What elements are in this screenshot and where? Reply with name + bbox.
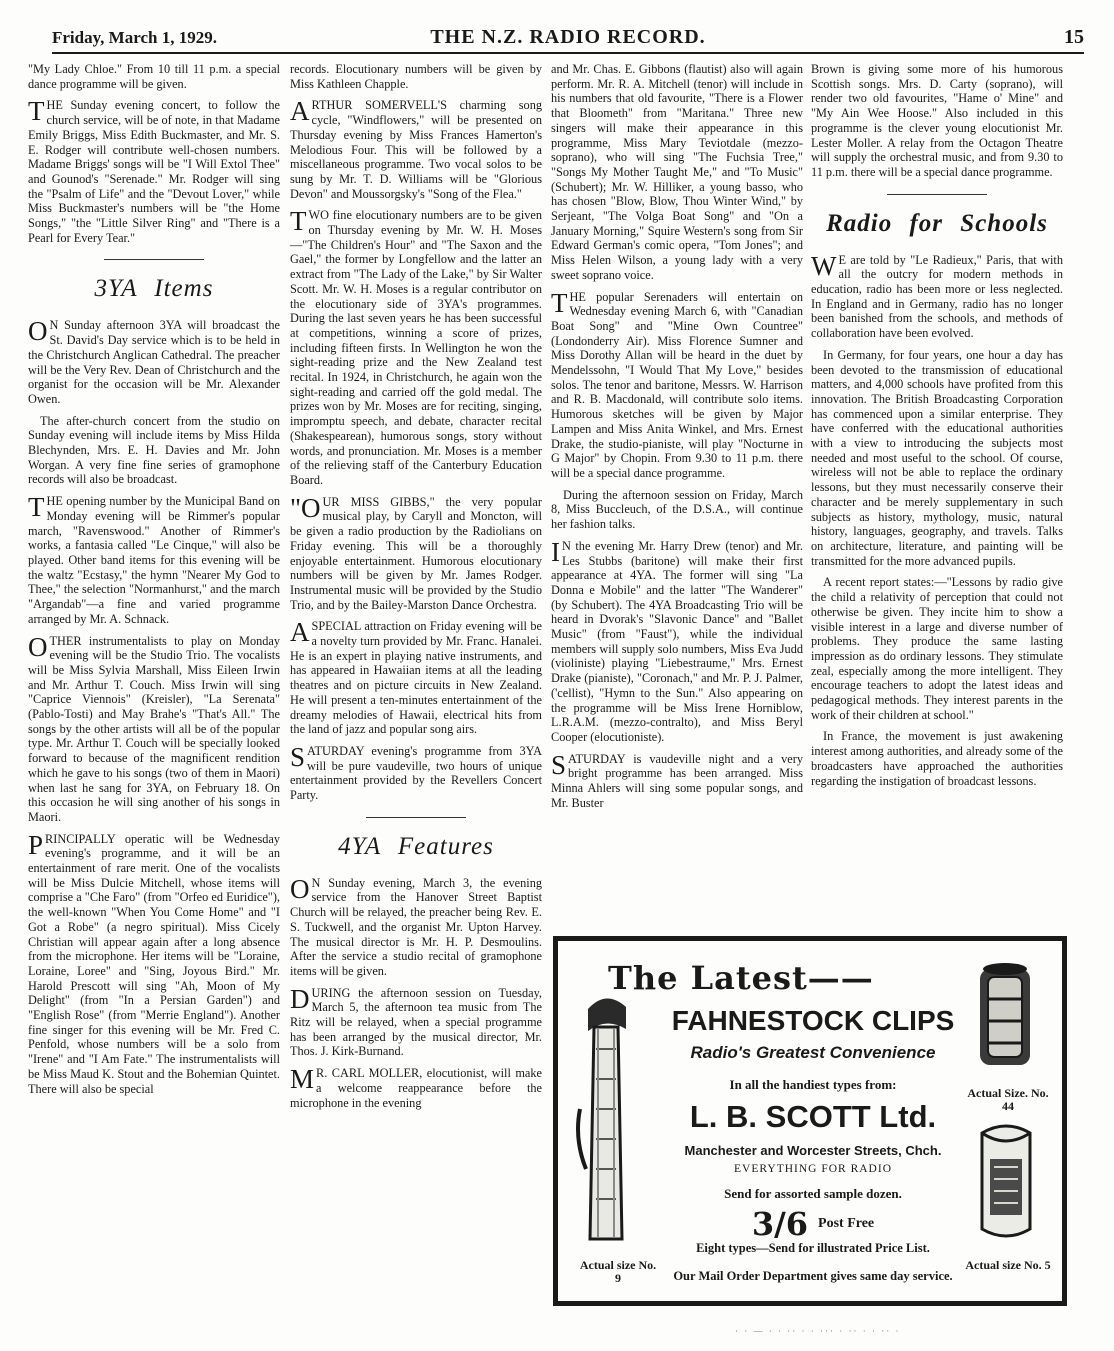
drop-cap: I: [551, 536, 560, 567]
article-paragraph: [28, 631, 280, 825]
paragraph-text: RINCIPALLY operatic will be Wednesday evening's programme, and it will be an entertainment of rare merit. One of the vocalists will be Miss Dulcie Mitchell, whose items will comprise a "Che Faro" (from "Orfeo ed Euridice"), the well-known "When You Come Home" and "I Got a Robe" (a negro spiritual). Miss Cicely Christian will appear again after a long absence from the microphone. Her items will be "Loraine, Loraine, Loree" and "Sing, Joyous Bird." Mr. Harold Prescott will sing "Ah, Moon of My Delight" (from "In a Persian Garden") and "English Rose" (from "Merrie England"). Another fine singer for this evening will be Mr. Fred C. Penfold, whose numbers will be a solo from "Irene" and "I Am Fate." The instrumentalists will be Miss Maud K. Stout and the Bohemian Quintet. There will also be special: [28, 831, 280, 1096]
clip-no9-illustration: [566, 989, 646, 1247]
paragraph-text: WO fine elocutionary numbers are to be given on Thursday evening by Mr. W. H. Moses—"The Children's Hour" and "The Saxon and the Gael," the former by Longfellow and the latter an extract from "The Lady of the Lake," by Sir Walter Scott. Mr. W. H. Moses is a regular contributor on the elocutionary side of 3YA's programmes. During the last seven years he has been successful at competitions, winning a score of prizes, including fifteen firsts. In Wellington he won the sight-reading prize and the New Zealand test recital. In 1924, in Christchurch, he again won the sight-reading and carried off the gold medal. The prizes won by Mr. Moses are for reciting, singing, impromptu speech, and debate, character recital (Shakespearean), humorous songs, story without words, and pronunciation. Mr. Moses is a member of the relieving staff of the Canterbury Education Board.: [290, 208, 542, 487]
article-paragraph: A recent report states:—"Lessons by radio give the child a relativity of perception that could not otherwise be given. They incite him to show a visible interest in a large and diverse number of problems. They produce the same lasting impression as do ordinary lessons. They stimulate zeal, especially among the more intelligent. They encourage teachers to adopt the latest ideas and pedagogical methods. They interest parents in the work of their children at school.": [811, 575, 1063, 722]
ad-address: Manchester and Worcester Streets, Chch.: [684, 1143, 942, 1158]
section-heading-3ya-items: 3YA Items: [94, 275, 214, 303]
drop-cap: O: [28, 316, 48, 347]
drop-cap: W: [811, 250, 837, 281]
paragraph-text: URING the afternoon session on Tuesday, March 5, the afternoon tea music from The Ritz will be relayed, when a special programme has been arranged by the musical director, Mr. Thos. J. Kirk-Burnand.: [290, 985, 542, 1059]
section-heading-4ya-features: 4YA Features: [338, 832, 494, 860]
ad-brand: FAHNESTOCK CLIPS: [671, 1005, 955, 1036]
article-paragraph: [811, 250, 1063, 341]
issue-date: Friday, March 1, 1929.: [52, 28, 217, 47]
article-paragraph: [290, 1066, 542, 1110]
drop-cap: T: [290, 206, 307, 237]
paragraph-text: SPECIAL attraction on Friday evening will be a novelty turn provided by Mr. Franc. Hanalei. He is an expert in playing native instruments, and has appeared in Hawaiian items at all the leading theatres and on picture circuits in New Zealand. He will present a ten-minutes entertainment of the dreamy melodies of Hawaii, electrical hits from the land of jazz and popular song airs.: [290, 619, 542, 737]
paragraph-text: N Sunday evening, March 3, the evening service from the Hanover Street Baptist Church will be relayed, the preacher being Rev. E. S. Tuckwell, and the organist Mr. Upton Harvey. The musical director is Mr. H. P. Desmoulins. After the service a studio recital of gramophone items will be given.: [290, 875, 542, 978]
paragraph-text: N the evening Mr. Harry Drew (tenor) and Mr. Les Stubbs (baritone) will make their first appearance at 4YA. The former will sing "La Donna e Mobile" and the latter "The Wanderer" (by Schubert). The 4YA Broadcasting Trio will be heard in Dvorak's "Slavonic Dance" and "Ballet Music" (from "Faust"), while the individual members will supply solo numbers, Miss Eva Judd (violiniste) playing "Liebestraume," Mrs. Ernest Drake (pianiste), "Coronach," and Mr. P. J. Palmer, ('cellist), "Hymn to the Sun." Also appearing on the programme will be Miss Irene Horniblow, L.R.A.M. (mezzo-contralto), and Miss Beryl Cooper (elocutioniste).: [551, 538, 803, 744]
paragraph-text: N Sunday afternoon 3YA will broadcast the St. David's Day service which is to be held in the Christchurch Anglican Cathedral. The preacher will be the Very Rev. Dean of Christchurch and the organist for the occasion will be Mr. Alexander Owen.: [28, 318, 280, 406]
masthead-title: THE N.Z. RADIO RECORD.: [430, 26, 706, 48]
ad-price-amount: 3/6: [751, 1205, 809, 1243]
drop-cap: A: [290, 96, 310, 127]
ad-price: [668, 1205, 958, 1243]
article-paragraph: [290, 741, 542, 803]
ad-mail-order-note: Our Mail Order Department gives same day service.: [673, 1269, 953, 1283]
ad-company-name: L. B. SCOTT Ltd.: [689, 1099, 937, 1134]
article-paragraph: [290, 98, 542, 201]
article-paragraph: [551, 287, 803, 481]
paragraph-text: UR MISS GIBBS," the very popular musical play, by Caryll and Moncton, will be given a radio production by the Radiolians on Friday evening. This will be a thoroughly enjoyable entertainment. Humorous elocutionary numbers will be given by Mr. James Rodger. Instrumental music will be provided by the Studio Trio, and by the Bailey-Marston Dance Orchestra.: [290, 494, 542, 612]
section-divider: [366, 817, 466, 818]
drop-cap: O: [28, 631, 48, 662]
paragraph-text: ATURDAY evening's programme from 3YA will be pure vaudeville, two hours of unique entertainment provided by the Revellers Concert Party.: [290, 743, 542, 803]
column-4: [811, 62, 1063, 922]
article-paragraph: [290, 983, 542, 1060]
article-paragraph: [28, 829, 280, 1097]
article-paragraph: [28, 494, 280, 626]
drop-cap: A: [290, 617, 310, 648]
caption-no9: Actual size No. 9: [579, 1258, 657, 1285]
paragraph-text: HE Sunday evening concert, to follow the church service, will be of note, in that Madame Emily Briggs, Miss Edith Buckmaster, and Mr. S. E. Rodger will contribute well-chosen numbers. Madame Briggs' songs will be "I Will Extol Thee" and Gounod's "Serenade." Mr. Rodger will sing the "Psalm of Life" and the "Devout Lover," while Miss Buckmaster's numbers will be "the Home Songs," "the "Little Silver Ring" and "There is a Pearl for Every Tear.": [28, 98, 280, 245]
paragraph-text: HE popular Serenaders will entertain on Wednesday evening March 6, with "Canadian Boat Song" and "Mine Own Countree" (Londonderry Air). Miss Florence Sumner and Miss Dorothy Allan will be heard in the duet by Mendelssohn, "I Would That My Love," besides solos. The tenor and baritone, Messrs. W. Harrison and R. B. Macdonald, will contribute solo items. Humorous sketches will be given by Major Lampen and Miss Anita Winkel, and Mrs. Ernest Drake, the studio-pianiste, will play "Nocturne in G Major" by Chopin. From 9.30 to 11 p.m. there will be a special dance programme.: [551, 289, 803, 480]
page-header: [52, 26, 1084, 54]
paragraph-text: HE opening number by the Municipal Band on Monday evening will be Rimmer's popular march, "Ravenswood." Another of Rimmer's works, a fantasia called "Le Cinque," will also be played. Other band items for this evening will be the waltz "Ecstasy," the hymn "Nearer My God to Thee," the selection "Normanhurst," and the march "Argandab"—a fine and varied programme arranged by Mr. A. Schnack.: [28, 494, 280, 626]
ad-slogan: EVERYTHING FOR RADIO: [734, 1163, 892, 1175]
drop-cap: O: [290, 873, 310, 904]
article-paragraph: [290, 619, 542, 737]
column-3: [551, 62, 803, 817]
drop-cap: T: [28, 96, 45, 127]
section-heading-radio-for-schools: Radio for Schools: [826, 209, 1048, 237]
ad-intro-line: In all the handiest types from:: [729, 1077, 897, 1092]
drop-cap: T: [551, 287, 568, 318]
section-divider: [887, 194, 987, 195]
ad-headline: The Latest——: [608, 959, 874, 997]
column-2: [290, 62, 542, 1117]
caption-no44: Actual Size. No. 44: [967, 1086, 1049, 1113]
fahnestock-clips-advertisement: [553, 936, 1067, 1306]
article-paragraph: [290, 873, 542, 979]
drop-cap: T: [28, 492, 45, 523]
article-paragraph: In France, the movement is just awakening interest among authorities, and already some of the broadcasters have approached the authorities regarding the instigation of broadcast lessons.: [811, 729, 1063, 788]
page-number: 15: [1064, 26, 1084, 48]
drop-cap: "O: [290, 492, 321, 523]
drop-cap: S: [551, 749, 567, 780]
caption-no5: Actual size No. 5: [965, 1258, 1051, 1272]
section-divider: [104, 259, 204, 260]
print-smudge: · · — · · ·· · · ··· · ·· · · ·· ·: [735, 1326, 901, 1336]
drop-cap: S: [290, 741, 306, 772]
article-paragraph: [551, 749, 803, 811]
ad-sample-offer: Send for assorted sample dozen.: [724, 1186, 902, 1201]
drop-cap: P: [28, 829, 44, 860]
article-paragraph: Brown is giving some more of his humorous Scottish songs. Mrs. D. Carty (soprano), will render two old favourites, "Hame o' Mine" and "My Ain Wee Hoose." Also included in this programme is the clever young elocutionist Mr. Lester Moller. A relay from the Octagon Theatre will supply the orchestral music, and from 9.30 to 11 p.m. there will be a special dance programme.: [811, 62, 1063, 179]
article-paragraph: "My Lady Chloe." From 10 till 11 p.m. a special dance programme will be given.: [28, 62, 280, 91]
article-paragraph: [28, 98, 280, 245]
article-paragraph: [290, 208, 542, 487]
drop-cap: M: [290, 1064, 315, 1095]
paragraph-text: THER instrumentalists to play on Monday evening will be the Studio Trio. The vocalists will be Miss Sylvia Marshall, Miss Eileen Irwin and Mr. Arthur T. Couch. Miss Irwin will sing "Caprice Viennois" (Kreisler), "La Serenata" (Pablo-Tosti) and May Brahe's "That's All." The songs by the other artists will all be of the popular type. Mr. Arthur T. Couch will be specially looked forward to because of the magnificent rendition which he gave to his songs (two of them in Maori) when last he sang for 3YA, on February 18. On this occasion he will sing another of his songs in Maori.: [28, 633, 280, 824]
article-paragraph: [28, 318, 280, 406]
drop-cap: D: [290, 983, 310, 1014]
ad-price-list-note: Eight types—Send for illustrated Price List.: [696, 1241, 930, 1255]
column-1: [28, 62, 280, 1103]
clip-no44-illustration: [970, 959, 1040, 1079]
article-paragraph: During the afternoon session on Friday, March 8, Miss Buccleuch, of the D.S.A., will continue her fashion talks.: [551, 487, 803, 532]
paragraph-text: ATURDAY is vaudeville night and a very bright programme has been arranged. Miss Minna Ahlers will sing some popular songs, and Mr. Buster: [551, 751, 803, 810]
paragraph-text: RTHUR SOMERVELL'S charming song cycle, "Windflowers," will be presented on Thursday evening by Miss Frances Hamerton's Melodious Four. This will be followed by a miscellaneous programme. Two vocal solos to be sung by Mr. T. D. Williams will be "Glorious Devon" and Moussorgsky's "Song of the Flea.": [290, 98, 542, 201]
ad-price-note: Post Free: [818, 1216, 875, 1231]
article-paragraph: [551, 536, 803, 745]
clip-no5-illustration: [968, 1119, 1044, 1249]
ad-tagline: Radio's Greatest Convenience: [690, 1043, 936, 1062]
article-paragraph: The after-church concert from the studio on Sunday evening will include items by Miss Hilda Blechynden, Mrs. E. H. Davies and Mr. John Worgan. A very fine fine series of gramophone records will also be broadcast.: [28, 413, 280, 487]
article-paragraph: and Mr. Chas. E. Gibbons (flautist) also will again perform. Mr. R. A. Mitchell (tenor) will include in his numbers that old favourite, "There is a Flower that Bloometh" from "Maritana." Three new singers will make their appearance in this programme, Miss Mary Teviotdale (mezzo-soprano), who will sing "The Fuchsia Tree," "Songs My Mother Taught Me," and "To Music" (Schubert); Mr. W. Hilliker, a young basso, who has chosen "Blow, Blow, Thou Winter Wind," by Serjeant, "The Volga Boat Song" and "On a January Morning," Squire Western's song from Sir Edward German's comic opera, "Tom Jones"; and Miss Helen Wilson, a young lady with a very sweet soprano voice.: [551, 62, 803, 282]
paragraph-text: R. CARL MOLLER, elocutionist, will make a welcome reappearance before the microphone in the evening: [290, 1066, 542, 1110]
article-paragraph: In Germany, for four years, one hour a day has been devoted to the transmission of educational matters, and 4,000 schools have profited from this innovation. The British Broadcasting Corporation has commenced upon a similar enterprise. They have conferred with the educational authorities with a view to introducing the subjects most needed and most useful to the school. Of course, wireless will not be able to replace the ordinary lessons, but they must necessarily conserve their character and be merely supplementary in such subjects as history, mythology, music, natural history, languages, geography, and travels. Talks on architecture, literature, and painting will be transmitted for the more advanced pupils.: [811, 347, 1063, 568]
article-paragraph: records. Elocutionary numbers will be given by Miss Kathleen Chapple.: [290, 62, 542, 91]
article-paragraph: [290, 492, 542, 613]
paragraph-text: E are told by "Le Radieux," Paris, that with all the outcry for modern methods in education, radio has been more or less neglected. In England and in Germany, radio has no longer been banished from the schools, and methods of collaboration have been evolved.: [811, 252, 1063, 341]
